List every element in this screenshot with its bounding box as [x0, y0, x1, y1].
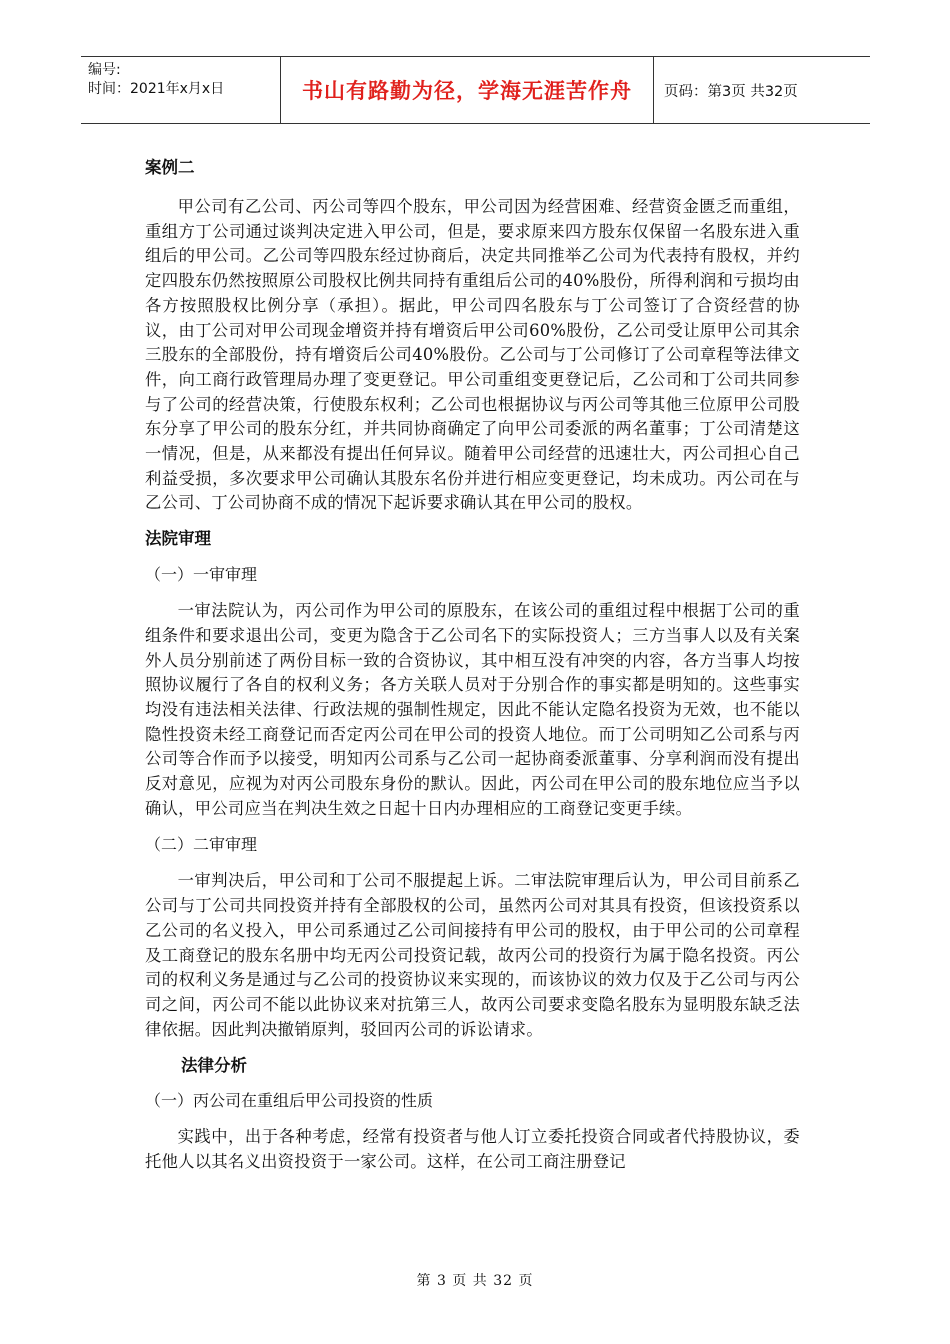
second-trial-title: （二）二审审理: [145, 835, 258, 855]
legal-analysis-subtitle: （一）丙公司在重组后甲公司投资的性质: [145, 1091, 434, 1111]
header-motto-cell: [281, 57, 654, 123]
document-body: [145, 150, 800, 1175]
page-header: [81, 56, 870, 124]
footer-page-number: 第 3 页 共 32 页: [416, 1273, 534, 1289]
legal-analysis-paragraph: 实践中，出于各种考虑，经常有投资者与他人订立委托投资合同或者代持股协议，委托他人以其名义出资投资于一家公司。这样，在公司工商注册登记: [145, 1127, 800, 1172]
document-number-label: 编号:: [88, 62, 121, 78]
legal-analysis-title: 法律分析: [181, 1056, 247, 1076]
page-footer: [0, 1270, 950, 1290]
case-paragraph: 甲公司有乙公司、丙公司等四个股东，甲公司因为经营困难、经营资金匮乏而重组，重组方丁公司通过谈判决定进入甲公司，但是，要求原来四方股东仅保留一名股东进入重组后的甲公司。乙公司等四股东经过协商后，决定共同推举乙公司为代表持有股权，并约定四股东仍然按照原公司股权比例共同持有重组后公司的40%股份，所得利润和亏损均由各方按照股权比例分享（承担）。据此，甲公司四名股东与丁公司签订了合资经营的协议，由丁公司对甲公司现金增资并持有增资后甲公司60%股份，乙公司受让原甲公司其余三股东的全部股份，持有增资后公司40%股份。乙公司与丁公司修订了公司章程等法律文件，向工商行政管理局办理了变更登记。甲公司重组变更登记后，乙公司和丁公司共同参与了公司的经营决策，行使股东权利；乙公司也根据协议与丙公司等其他三位原甲公司股东分享了甲公司的股东分红，并共同协商确定了向甲公司委派的两名董事；丁公司清楚这一情况，但是，从来都没有提出任何异议。随着甲公司经营的迅速壮大，丙公司担心自己利益受损，多次要求甲公司确认其股东名份并进行相应变更登记，均未成功。丙公司在与乙公司、丁公司协商不成的情况下起诉要求确认其在甲公司的股权。: [145, 197, 800, 513]
case-title: 案例二: [145, 158, 195, 177]
first-trial-title: （一）一审审理: [145, 565, 258, 585]
document-time-label: 时间：2021年x月x日: [88, 81, 225, 97]
court-review-title: 法院审理: [145, 529, 211, 549]
header-page-info: [654, 57, 870, 123]
header-meta: [81, 57, 281, 123]
first-trial-paragraph: 一审法院认为，丙公司作为甲公司的原股东，在该公司的重组过程中根据丁公司的重组条件和要求退出公司，变更为隐含于乙公司名下的实际投资人；三方当事人以及有关案外人员分别前述了两份目标一致的合资协议，其中相互没有冲突的内容，各方当事人均按照协议履行了各自的权利义务；各方关联人员对于分别合作的事实都是明知的。这些事实均没有违法相关法律、行政法规的强制性规定，因此不能认定隐名投资为无效，也不能以隐性投资未经工商登记而否定丙公司在甲公司的投资人地位。而丁公司明知乙公司系与丙公司等合作而予以接受，明知丙公司系与乙公司一起协商委派董事、分享利润而没有提出反对意见，应视为对丙公司股东身份的默认。因此，丙公司在甲公司的股东地位应当予以确认，甲公司应当在判决生效之日起十日内办理相应的工商登记变更手续。: [145, 601, 800, 818]
second-trial-paragraph: 一审判决后，甲公司和丁公司不服提起上诉。二审法院审理后认为，甲公司目前系乙公司与丁公司共同投资并持有全部股权的公司，虽然丙公司对其具有投资，但该投资系以乙公司的名义投入，甲公司系通过乙公司间接持有甲公司的股权，由于甲公司的公司章程及工商登记的股东名册中均无丙公司投资记载，故丙公司的投资行为属于隐名投资。丙公司的权利义务是通过与乙公司的投资协议来实现的，而该协议的效力仅及于乙公司与丙公司之间，丙公司不能以此协议来对抗第三人，故丙公司要求变隐名股东为显明股东缺乏法律依据。因此判决撤销原判，驳回丙公司的诉讼请求。: [145, 871, 800, 1039]
page-info-text: 页码：第3页 共32页: [664, 83, 798, 100]
motto-text: 书山有路勤为径，学海无涯苦作舟: [302, 79, 632, 103]
